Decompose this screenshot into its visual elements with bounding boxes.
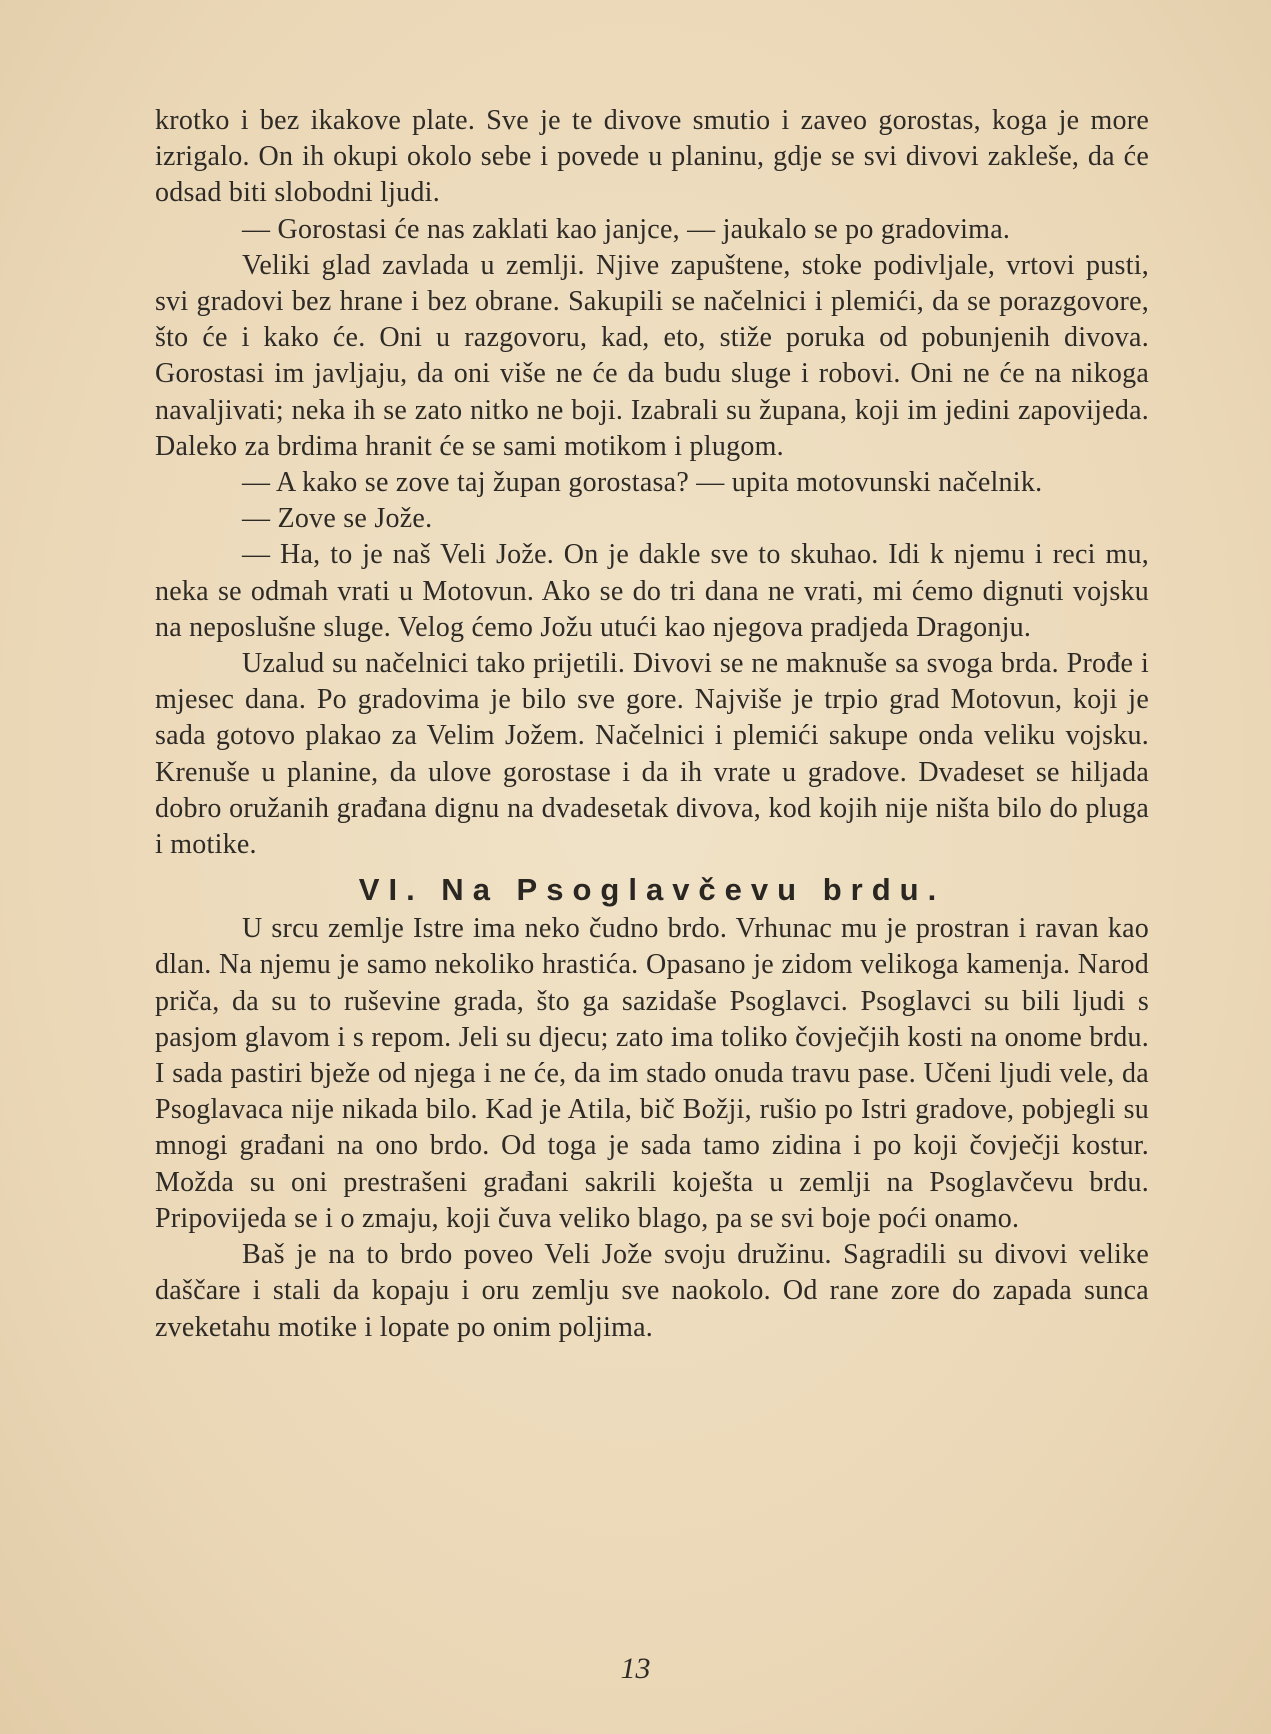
paragraph: Uzalud su načelnici tako prijetili. Divovi se ne maknuše sa svoga brda. Prođe i mjesec dana. Po gradovima je bilo sve gore. Najviše je trpio grad Motovun, koji je sada gotovo plakao za Velim Jožem. Načelnici i plemići sakupe onda veliku vojsku. Krenuše u planine, da ulove gorostase i da ih vrate u gradove. Dvadeset se hiljada dobro oružanih građana dignu na dvadesetak divova, kod kojih nije ništa bilo do pluga i motike.	[155, 648, 1149, 861]
paragraph: Baš je na to brdo poveo Veli Jože svoju družinu. Sagradili su divovi velike daščare i stali da kopaju i oru zemlju sve naokolo. Od rane zore do zapada sunca zveketahu motike i lopate po onim poljima.	[155, 1239, 1149, 1343]
paragraph-continuation: krotko i bez ikakove plate. Sve je te divove smutio i zaveo gorostas, koga je more izrigalo. On ih okupi okolo sebe i povede u planinu, gdje se svi divovi zakleše, da će odsad biti slobodni ljudi.	[155, 105, 1149, 209]
paragraph-dialogue: — Ha, to je naš Veli Jože. On je dakle sve to skuhao. Idi k njemu i reci mu, neka se odmah vrati u Motovun. Ako se do tri dana ne vrati, mi ćemo dignuti vojsku na neposlušne sluge. Velog ćemo Jožu utući kao njegova pradjeda Dragonju.	[155, 539, 1149, 643]
page-body-text	[155, 103, 1149, 1346]
paragraph-dialogue: — Zove se Jože.	[242, 503, 433, 535]
page-number: 13	[620, 1652, 651, 1685]
paragraph-dialogue: — A kako se zove taj župan gorostasa? — upita motovunski načelnik.	[242, 467, 1043, 499]
paragraph-dialogue: — Gorostasi će nas zaklati kao janjce, — jaukalo se po gradovima.	[242, 213, 1011, 245]
paragraph: Veliki glad zavlada u zemlji. Njive zapuštene, stoke podivljale, vrtovi pusti, svi gradovi bez hrane i bez obrane. Sakupili se načelnici i plemići, da se porazgovore, što će i kako će. Oni u razgovoru, kad, eto, stiže poruka od pobunjenih divova. Gorostasi im javljaju, da oni više ne će da budu sluge i robovi. Oni ne će na nikoga navaljivati; neka ih se zato nitko ne boji. Izabrali su župana, koji im jedini zapovijeda. Daleko za brdima hranit će se sami motikom i plugom.	[155, 249, 1149, 462]
paragraph: U srcu zemlje Istre ima neko čudno brdo. Vrhunac mu je prostran i ravan kao dlan. Na njemu je samo nekoliko hrastića. Opasano je zidom velikoga kamenja. Narod priča, da su to ruševine grada, što ga sazidaše Psoglavci. Psoglavci su bili ljudi s pasjom glavom i s repom. Jeli su djecu; zato ima toliko čovječjih kosti na onome brdu. I sada pastiri bježe od njega i ne će, da im stado onuda travu pase. Učeni ljudi vele, da Psoglavaca nije nikada bilo. Kad je Atila, bič Božji, rušio po Istri gradove, pobjegli su mnogi građani na ono brdo. Od toga je sada tamo zidina i po koji čovječji kostur. Možda su oni prestrašeni građani sakrili koješta u zemlji na Psoglavčevu brdu. Pripovijeda se i o zmaju, koji čuva veliko blago, pa se svi boje poći onamo.	[155, 913, 1149, 1234]
chapter-heading: VI. Na Psoglavčevu brdu.	[358, 872, 946, 908]
